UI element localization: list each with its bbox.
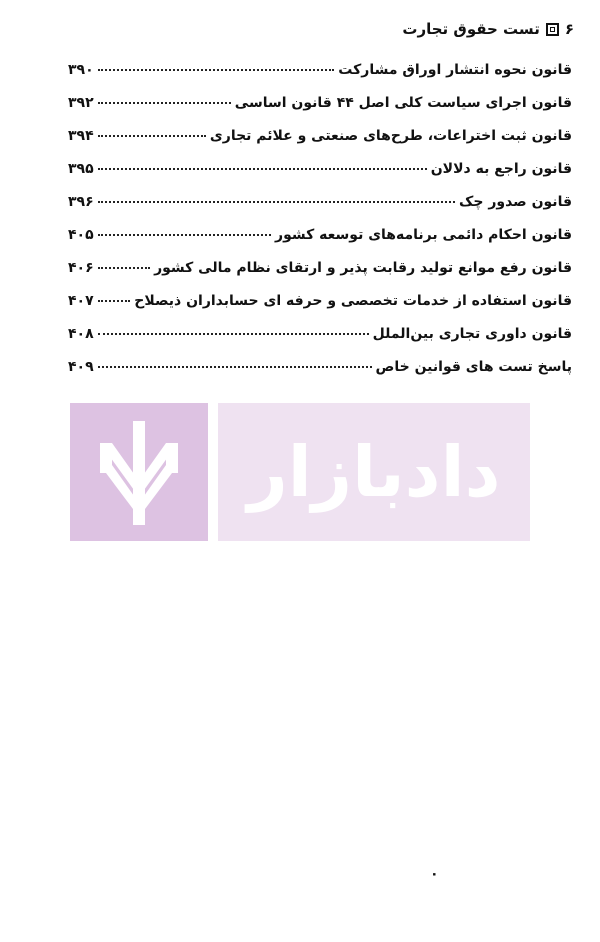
toc-page-number: ۴۰۶ (68, 260, 94, 276)
table-of-contents (68, 62, 572, 392)
toc-page-number: ۳۹۴ (68, 128, 94, 144)
toc-page-number: ۳۹۲ (68, 95, 94, 111)
page-number: ۶ (564, 20, 574, 38)
watermark-text: دادبازار (218, 403, 530, 541)
footer-mark: ۰ (430, 866, 439, 882)
toc-leader-dots (98, 234, 271, 236)
toc-row[interactable] (68, 62, 572, 95)
toc-row[interactable] (68, 293, 572, 326)
toc-leader-dots (98, 201, 455, 203)
toc-title: قانون اجرای سیاست کلی اصل ۴۴ قانون اساسی (234, 95, 572, 111)
toc-row[interactable] (68, 128, 572, 161)
toc-leader-dots (98, 102, 231, 104)
page-header (402, 20, 574, 38)
dadbazar-logo-icon (70, 403, 208, 541)
toc-page-number: ۳۹۵ (68, 161, 94, 177)
toc-title: قانون استفاده از خدمات تخصصی و حرفه ای حسابداران ذیصلاح (134, 293, 572, 309)
toc-title: قانون داوری تجاری بین‌الملل (372, 326, 572, 342)
toc-leader-dots (98, 333, 369, 335)
toc-leader-dots (98, 69, 335, 71)
toc-title: قانون احکام دائمی برنامه‌های توسعه کشور (275, 227, 572, 243)
toc-title: قانون صدور چک (459, 194, 572, 210)
toc-page-number: ۴۰۷ (68, 293, 94, 309)
toc-page-number: ۳۹۶ (68, 194, 94, 210)
toc-page-number: ۴۰۸ (68, 326, 94, 342)
toc-title: قانون ثبت اختراعات، طرح‌های صنعتی و علائم تجاری (209, 128, 572, 144)
toc-row[interactable] (68, 161, 572, 194)
toc-leader-dots (98, 366, 372, 368)
book-icon (546, 23, 559, 36)
toc-title: قانون راجع به دلالان (430, 161, 572, 177)
book-title: تست حقوق تجارت (402, 20, 540, 38)
toc-title: قانون نحوه انتشار اوراق مشارکت (338, 62, 572, 78)
toc-leader-dots (98, 135, 206, 137)
toc-leader-dots (98, 300, 131, 302)
toc-row[interactable] (68, 359, 572, 392)
toc-row[interactable] (68, 227, 572, 260)
toc-title: پاسخ تست های قوانین خاص (375, 359, 572, 375)
toc-leader-dots (98, 267, 150, 269)
toc-page-number: ۳۹۰ (68, 62, 94, 78)
toc-page-number: ۴۰۵ (68, 227, 94, 243)
toc-row[interactable] (68, 194, 572, 227)
toc-row[interactable] (68, 326, 572, 359)
toc-leader-dots (98, 168, 427, 170)
toc-page-number: ۴۰۹ (68, 359, 94, 375)
watermark (70, 403, 530, 541)
toc-row[interactable] (68, 260, 572, 293)
toc-row[interactable] (68, 95, 572, 128)
toc-title: قانون رفع موانع تولید رقابت پذیر و ارتقای نظام مالی کشور (154, 260, 572, 276)
